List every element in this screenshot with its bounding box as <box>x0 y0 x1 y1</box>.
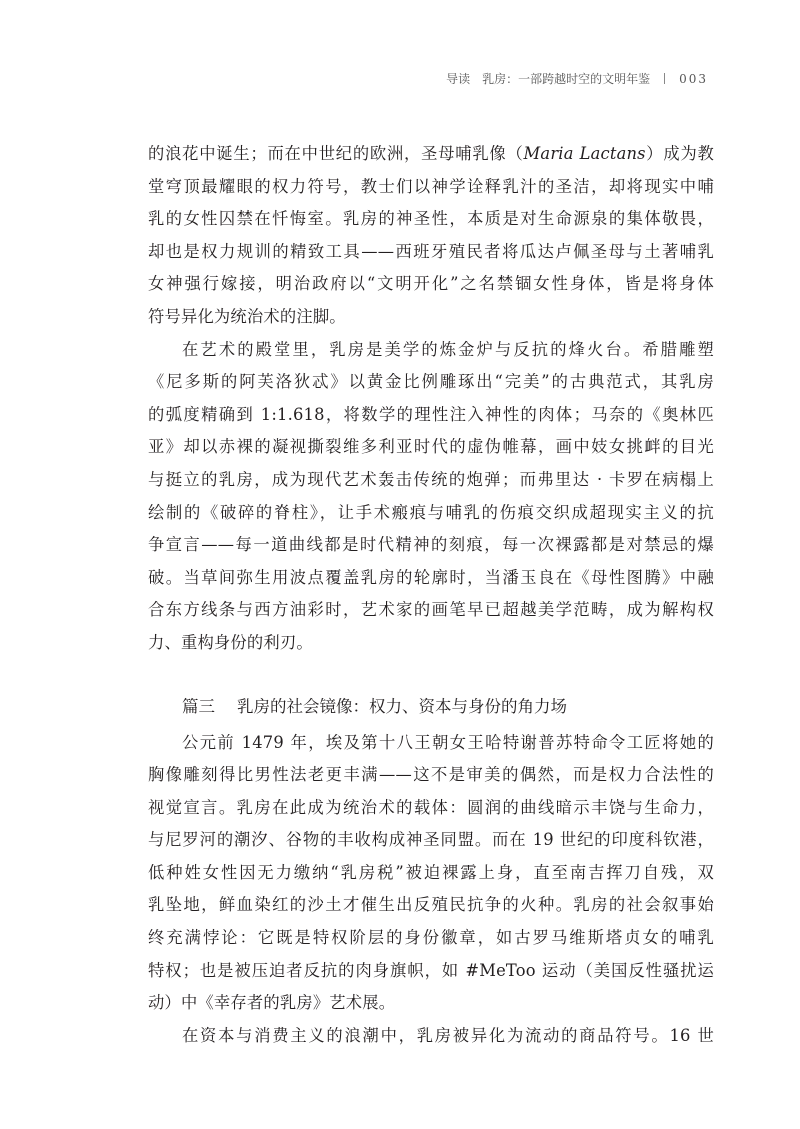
text-line: 动）中《幸存者的乳房》艺术展。 <box>148 993 396 1013</box>
section-heading <box>148 689 714 725</box>
paragraph-society <box>148 727 714 1020</box>
text-line: 与挺立的乳房，成为现代艺术轰击传统的炮弹；而弗里达 · 卡罗在病榻上 <box>148 469 714 489</box>
text-line: 在艺术的殿堂里，乳房是美学的炼金炉与反抗的烽火台。希腊雕塑 <box>182 339 714 359</box>
text-line: 终充满悖论：它既是特权阶层的身份徽章，如古罗马维斯塔贞女的哺乳 <box>148 928 714 948</box>
page-body <box>148 138 714 1052</box>
text-line: 亚》却以赤裸的凝视撕裂维多利亚时代的虚伪帷幕，画中妓女挑衅的目光 <box>148 437 714 457</box>
section-number: 篇三 <box>182 696 215 716</box>
text-line: 视觉宣言。乳房在此成为统治术的载体：圆润的曲线暗示丰饶与生命力， <box>148 797 714 817</box>
running-header <box>446 70 708 87</box>
text-line: 公元前 1479 年，埃及第十八王朝女王哈特谢普苏特命令工匠将她的 <box>182 732 714 752</box>
text-line: 堂穹顶最耀眼的权力符号，教士们以神学诠释乳汁的圣洁，却将现实中哺 <box>148 176 714 196</box>
section-title: 乳房的社会镜像：权力、资本与身份的角力场 <box>237 696 567 716</box>
text-line: 争宣言——每一道曲线都是时代精神的刻痕，每一次裸露都是对禁忌的爆 <box>148 535 714 555</box>
section-spacer <box>148 660 714 689</box>
text-line: 力、重构身份的利刃。 <box>148 632 313 652</box>
text-line: 却也是权力规训的精致工具——西班牙殖民者将瓜达卢佩圣母与土著哺乳 <box>148 241 714 261</box>
text-line: 绘制的《破碎的脊柱》，让手术瘢痕与哺乳的伤痕交织成超现实主义的抗 <box>148 502 714 522</box>
text-line: 的浪花中诞生；而在中世纪的欧洲，圣母哺乳像（Maria Lactans）成为教 <box>148 144 714 163</box>
paragraph-sacred-body <box>148 138 714 334</box>
text-line: 特权；也是被压迫者反抗的肉身旗帜，如 #MeToo 运动（美国反性骚扰运 <box>148 960 714 980</box>
page-number: 003 <box>679 71 708 86</box>
text-line: 《尼多斯的阿芙洛狄忒》以黄金比例雕琢出“完美”的古典范式，其乳房 <box>148 372 714 392</box>
text-line: 乳坠地，鲜血染红的沙土才催生出反殖民抗争的火种。乳房的社会叙事始 <box>148 895 714 915</box>
text-line: 女神强行嫁接，明治政府以“文明开化”之名禁锢女性身体，皆是将身体 <box>148 274 714 294</box>
paragraph-capital <box>148 1020 714 1053</box>
text-line: 乳的女性囚禁在忏悔室。乳房的神圣性，本质是对生命源泉的集体敬畏， <box>148 209 714 229</box>
paragraph-art <box>148 334 714 660</box>
text-line: 胸像雕刻得比男性法老更丰满——这不是审美的偶然，而是权力合法性的 <box>148 765 714 785</box>
text-line: 符号异化为统治术的注脚。 <box>148 306 346 326</box>
text-line: 合东方线条与西方油彩时，艺术家的画笔早已超越美学范畴，成为解构权 <box>148 600 714 620</box>
header-divider <box>664 73 665 84</box>
text-line: 低种姓女性因无力缴纳“乳房税”被迫裸露上身，直至南吉挥刀自残，双 <box>148 862 714 882</box>
text-line: 破。当草间弥生用波点覆盖乳房的轮廓时，当潘玉良在《母性图腾》中融 <box>148 567 714 587</box>
text-line: 的弧度精确到 1:1.618，将数学的理性注入神性的肉体；马奈的《奥林匹 <box>148 404 714 424</box>
text-line: 在资本与消费主义的浪潮中，乳房被异化为流动的商品符号。16 世 <box>182 1025 714 1045</box>
text-line: 与尼罗河的潮汐、谷物的丰收构成神圣同盟。而在 19 世纪的印度科钦港， <box>148 830 714 850</box>
chapter-title: 导读 乳房：一部跨越时空的文明年鉴 <box>446 72 651 86</box>
